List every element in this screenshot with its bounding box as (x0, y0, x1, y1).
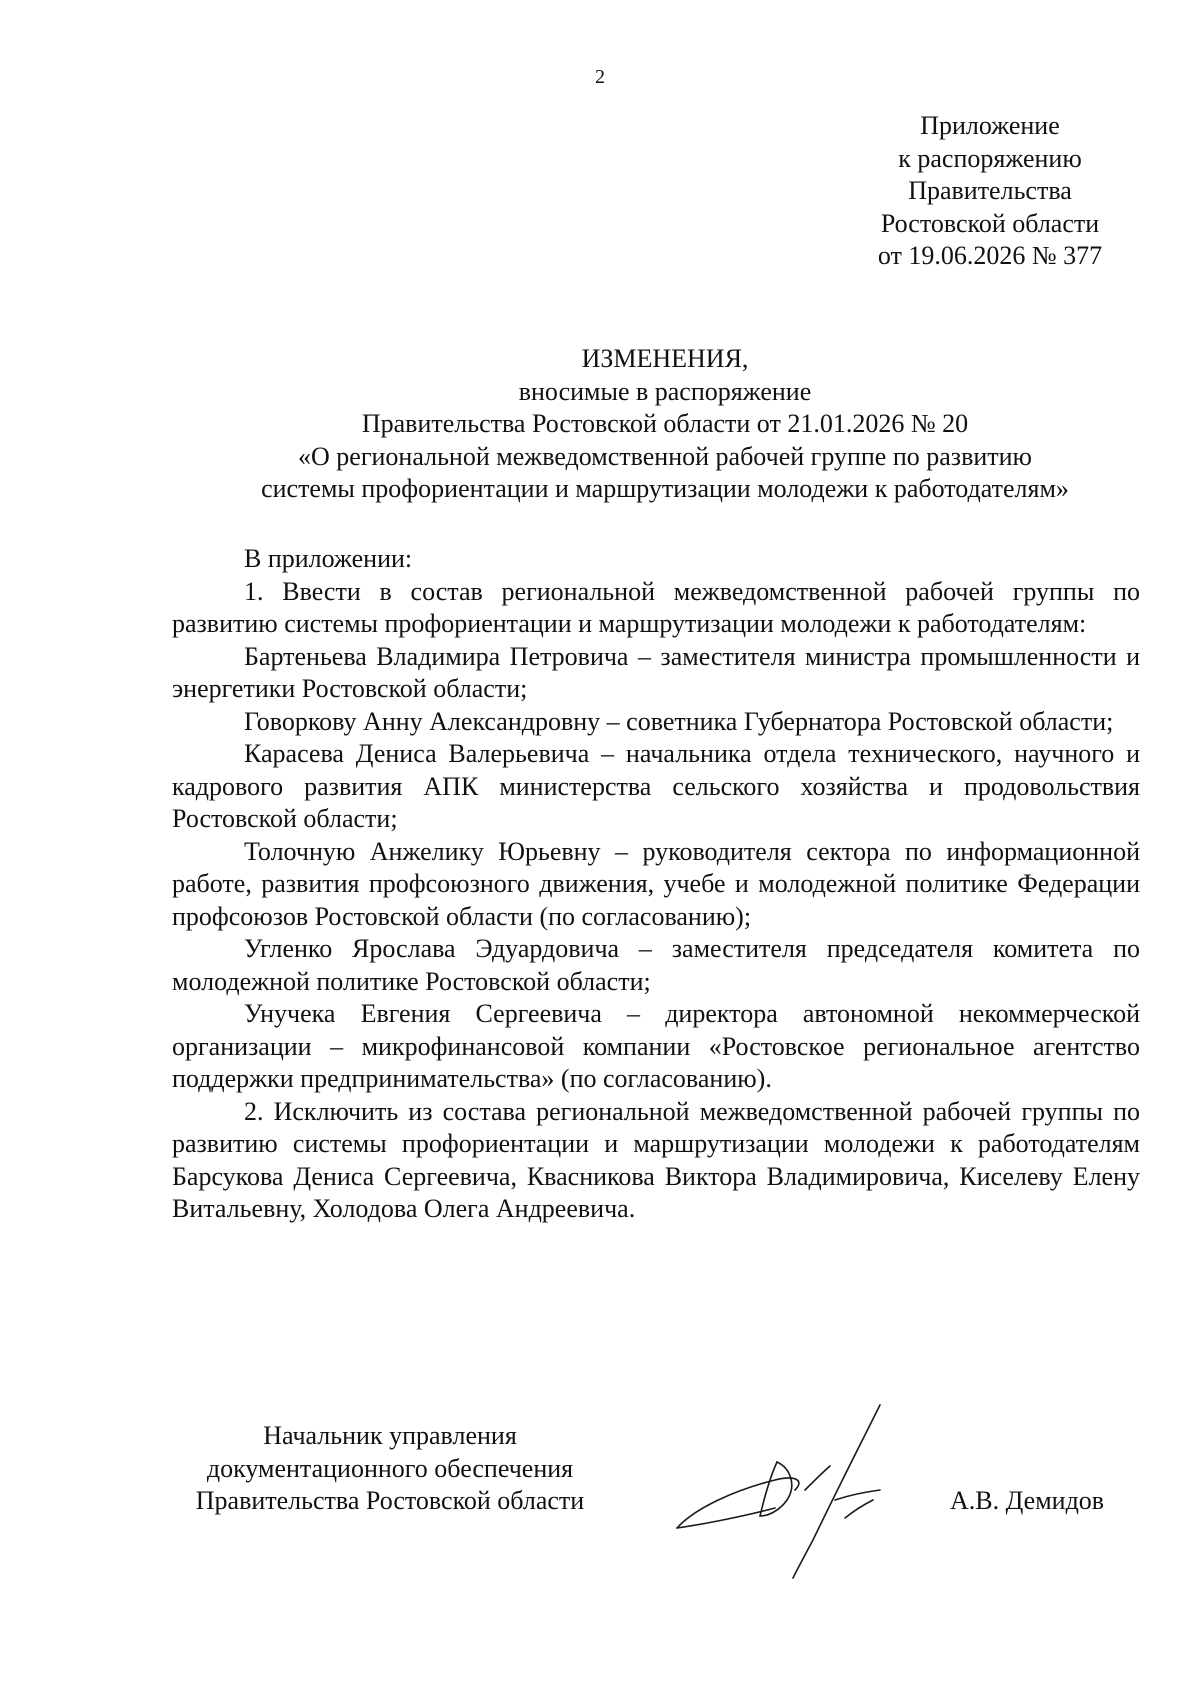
signatory-name: А.В. Демидов (950, 1486, 1105, 1515)
heading-line: вносимые в распоряжение (518, 376, 812, 406)
heading-line: системы профориентации и маршрутизации молодежи к работодателям» (261, 474, 1069, 503)
body-paragraph: Бартеньева Владимира Петровича – заместителя министра промышленности и энергетики Ростовской области; (172, 641, 1140, 703)
body-paragraph: В приложении: (244, 544, 413, 573)
heading-line: «О региональной межведомственной рабочей группе по развитию (298, 441, 1032, 471)
signatory-position-line: Начальник управления (263, 1421, 517, 1450)
signatory-position-line: Правительства Ростовской области (195, 1486, 585, 1515)
appendix-header (840, 110, 1140, 273)
document-title: ИЗМЕНЕНИЯ, (581, 344, 749, 373)
heading-line: Правительства Ростовской области от 21.01.2026 № 20 (361, 409, 969, 438)
signatory-position-line: документационного обеспечения (206, 1453, 574, 1483)
signatory-position (160, 1420, 620, 1518)
document-heading (120, 343, 1200, 506)
body-paragraph: Толочную Анжелику Юрьевну – руководителя сектора по информационной работе, развития профсоюзного движения, учебе и молодежной политике Федерации профсоюзов Ростовской области (по согласованию); (172, 836, 1140, 931)
appendix-line: от 19.06.2026 № 377 (877, 241, 1103, 270)
appendix-line: Приложение (920, 111, 1060, 140)
appendix-line: Ростовской области (880, 208, 1100, 238)
body-paragraph: Унучека Евгения Сергеевича – директора автономной некоммерческой организации – микрофинансовой компании «Ростовское региональное агентство поддержки предпринимательства» (по согласованию). (172, 999, 1140, 1093)
body-paragraph: 2. Исключить из состава региональной межведомственной рабочей группы по развитию системы профориентации и маршрутизации молодежи к работодателям Барсукова Дениса Сергеевича, Квасникова Виктора Владимировича, Киселеву Елену Витальевну, Холодова Олега Андреевича. (172, 1096, 1140, 1223)
handwritten-signature (665, 1400, 945, 1580)
body-paragraph: Угленко Ярослава Эдуардовича – заместителя председателя комитета по молодежной политике Ростовской области; (172, 934, 1140, 996)
body-paragraph: Карасева Дениса Валерьевича – начальника отдела технического, научного и кадрового развития АПК министерства сельского хозяйства и продовольствия Ростовской области; (172, 739, 1140, 833)
appendix-line: к распоряжению (898, 143, 1082, 173)
appendix-line: Правительства (908, 176, 1072, 205)
page-number: 2 (595, 66, 605, 88)
body-paragraph: Говоркову Анну Александровну – советника Губернатора Ростовской области; (244, 706, 1114, 736)
body-paragraph: 1. Ввести в состав региональной межведомственной рабочей группы по развитию системы профориентации и маршрутизации молодежи к работодателям: (172, 576, 1140, 638)
document-body (172, 543, 1140, 1226)
